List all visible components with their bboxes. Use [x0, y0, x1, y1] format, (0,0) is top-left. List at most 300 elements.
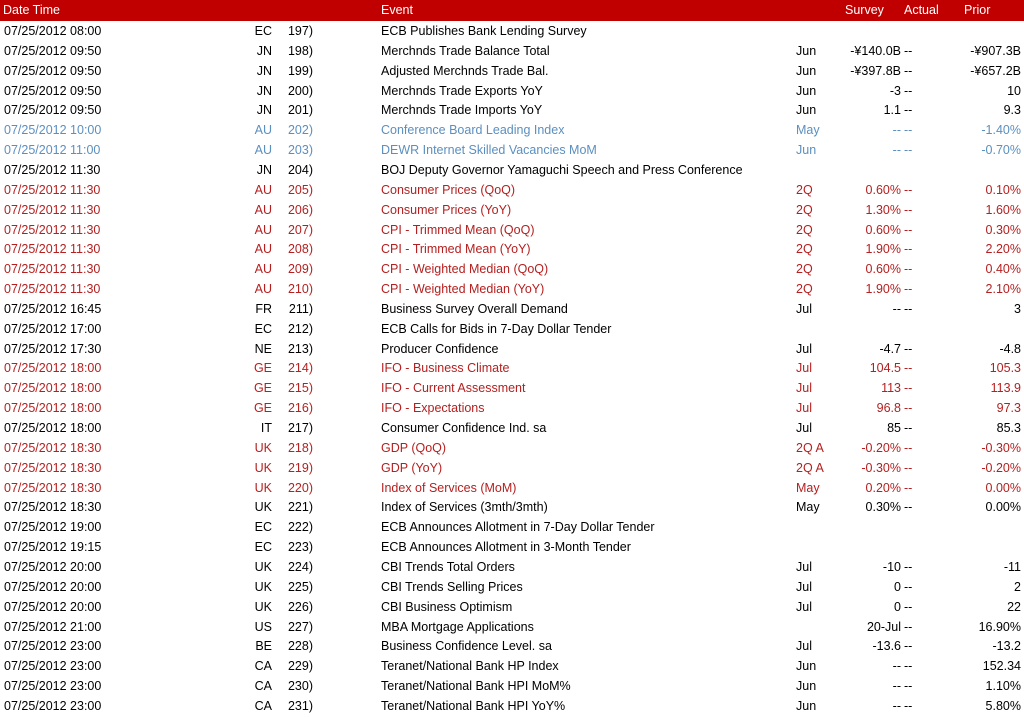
row-period: Jul: [796, 559, 812, 574]
header-prior: Prior: [964, 3, 991, 17]
row-actual: --: [904, 282, 913, 297]
table-row[interactable]: [0, 438, 1024, 458]
row-country: AU: [254, 182, 272, 197]
table-row[interactable]: [0, 398, 1024, 418]
row-survey: -¥397.8B: [850, 63, 901, 78]
row-survey: -0.20%: [861, 440, 901, 455]
row-prior: 5.80%: [985, 698, 1021, 713]
table-row[interactable]: [0, 279, 1024, 299]
row-actual: --: [904, 242, 913, 257]
row-datetime: 07/25/2012 18:00: [4, 361, 102, 376]
row-actual: --: [904, 599, 913, 614]
table-row[interactable]: [0, 41, 1024, 61]
row-period: Jun: [796, 63, 817, 78]
row-country: AU: [254, 143, 272, 158]
row-actual: --: [904, 480, 913, 495]
row-event: Adjusted Merchnds Trade Bal.: [381, 63, 549, 78]
table-row[interactable]: [0, 200, 1024, 220]
row-period: Jul: [796, 361, 812, 376]
row-number: 230): [287, 679, 313, 694]
row-country: UK: [254, 579, 272, 594]
row-datetime: 07/25/2012 10:00: [4, 123, 102, 138]
row-country: EC: [254, 540, 272, 555]
row-datetime: 07/25/2012 21:00: [4, 619, 102, 634]
table-row[interactable]: [0, 358, 1024, 378]
row-number: 211): [288, 301, 313, 316]
row-number: 229): [287, 659, 313, 674]
row-number: 221): [287, 500, 313, 515]
row-country: CA: [254, 698, 272, 713]
row-survey: --: [892, 301, 901, 316]
row-prior: -13.2: [992, 639, 1021, 654]
row-event: GDP (YoY): [381, 460, 443, 475]
row-number: 217): [287, 421, 313, 435]
row-prior: 9.3: [1003, 103, 1021, 118]
row-period: Jul: [796, 381, 812, 396]
table-row[interactable]: [0, 21, 1024, 41]
row-datetime: 07/25/2012 11:00: [4, 143, 101, 158]
header-survey: Survey: [845, 3, 884, 17]
row-period: Jun: [796, 103, 817, 118]
row-datetime: 07/25/2012 17:00: [4, 321, 102, 336]
row-event: Teranet/National Bank HPI YoY%: [381, 698, 566, 713]
row-country: JN: [256, 63, 272, 78]
row-prior: 2.20%: [985, 242, 1021, 257]
row-country: CA: [254, 659, 272, 674]
row-event: Business Confidence Level. sa: [381, 639, 552, 654]
row-number: 202): [287, 123, 313, 138]
row-period: May: [796, 500, 820, 515]
row-prior: -0.70%: [981, 143, 1021, 158]
row-period: Jun: [796, 43, 817, 58]
row-number: 226): [287, 599, 313, 614]
row-prior: -4.8: [999, 341, 1021, 356]
row-prior: 0.00%: [985, 500, 1021, 515]
row-number: 205): [287, 182, 313, 197]
row-event: IFO - Expectations: [381, 401, 485, 416]
row-survey: --: [892, 698, 901, 713]
row-country: UK: [254, 460, 272, 475]
row-survey: 0.20%: [865, 480, 901, 495]
row-prior: 3: [1014, 301, 1021, 316]
table-row[interactable]: [0, 418, 1024, 438]
table-row[interactable]: [0, 239, 1024, 259]
row-datetime: 07/25/2012 11:30: [4, 282, 101, 297]
table-row[interactable]: [0, 557, 1024, 577]
row-datetime: 07/25/2012 23:00: [4, 639, 102, 654]
row-datetime: 07/25/2012 11:30: [4, 242, 101, 257]
row-number: 227): [287, 619, 313, 634]
row-period: Jun: [796, 679, 817, 694]
row-survey: 0: [894, 599, 901, 614]
row-country: UK: [254, 440, 272, 455]
row-event: Consumer Prices (QoQ): [381, 182, 516, 197]
row-event: ECB Announces Allotment in 7-Day Dollar Tender: [381, 520, 655, 535]
row-actual: --: [904, 579, 913, 594]
row-number: 197): [287, 24, 313, 38]
row-event: CPI - Weighted Median (YoY): [381, 282, 545, 297]
row-country: AU: [254, 123, 272, 138]
table-row[interactable]: [0, 259, 1024, 279]
row-number: 213): [287, 341, 313, 356]
row-number: 212): [287, 321, 313, 336]
row-number: 224): [287, 559, 313, 574]
row-period: 2Q: [796, 282, 813, 297]
row-prior: 2.10%: [985, 282, 1021, 297]
row-prior: 0.40%: [985, 262, 1021, 277]
row-prior: -¥657.2B: [970, 63, 1021, 78]
row-event: Consumer Confidence Ind. sa: [381, 421, 547, 435]
row-actual: --: [904, 421, 913, 435]
row-country: JN: [256, 83, 272, 98]
row-survey: -¥140.0B: [850, 43, 901, 58]
table-row[interactable]: [0, 299, 1024, 319]
row-survey: 0.30%: [865, 500, 901, 515]
row-actual: --: [904, 679, 913, 694]
row-prior: -0.20%: [981, 460, 1021, 475]
row-datetime: 07/25/2012 11:30: [4, 182, 101, 197]
row-number: 198): [287, 43, 313, 58]
row-event: GDP (QoQ): [381, 440, 447, 455]
row-datetime: 07/25/2012 18:30: [4, 480, 102, 495]
table-row[interactable]: [0, 478, 1024, 498]
table-row[interactable]: [0, 220, 1024, 240]
row-period: Jun: [796, 659, 817, 674]
row-event: Merchnds Trade Balance Total: [381, 43, 550, 58]
table-row[interactable]: [0, 61, 1024, 81]
row-actual: --: [904, 262, 913, 277]
row-number: 215): [287, 381, 313, 396]
row-actual: --: [904, 440, 913, 455]
row-number: 201): [287, 103, 313, 118]
row-country: AU: [254, 242, 272, 257]
row-prior: 152.34: [982, 659, 1021, 674]
row-country: AU: [254, 222, 272, 237]
row-survey: 1.1: [883, 103, 901, 118]
row-period: Jul: [796, 341, 812, 356]
row-country: GE: [253, 381, 272, 396]
table-row[interactable]: [0, 120, 1024, 140]
row-event: CPI - Trimmed Mean (QoQ): [381, 222, 535, 237]
row-datetime: 07/25/2012 18:00: [4, 401, 102, 416]
row-datetime: 07/25/2012 09:50: [4, 63, 102, 78]
row-event: IFO - Current Assessment: [381, 381, 526, 396]
table-row[interactable]: [0, 696, 1024, 716]
row-prior: 1.60%: [985, 202, 1021, 217]
row-actual: --: [904, 123, 913, 138]
table-row[interactable]: [0, 378, 1024, 398]
row-actual: --: [904, 202, 913, 217]
row-prior: 2: [1014, 579, 1021, 594]
row-number: 207): [287, 222, 313, 237]
table-row[interactable]: [0, 458, 1024, 478]
row-actual: --: [904, 381, 913, 396]
row-datetime: 07/25/2012 23:00: [4, 698, 102, 713]
row-actual: --: [904, 659, 913, 674]
row-prior: -11: [1003, 559, 1021, 574]
row-event: MBA Mortgage Applications: [381, 619, 534, 634]
row-survey: 1.90%: [865, 242, 901, 257]
row-event: ECB Publishes Bank Lending Survey: [381, 24, 587, 38]
row-actual: --: [904, 500, 913, 515]
row-number: 223): [287, 540, 313, 555]
row-event: CBI Business Optimism: [381, 599, 513, 614]
row-prior: 10: [1007, 83, 1021, 98]
row-prior: 16.90%: [978, 619, 1021, 634]
row-survey: -3: [889, 83, 901, 98]
table-row[interactable]: [0, 656, 1024, 676]
row-period: Jul: [796, 301, 812, 316]
row-country: JN: [256, 43, 272, 58]
table-row[interactable]: [0, 81, 1024, 101]
row-period: 2Q A: [796, 440, 824, 455]
row-datetime: 07/25/2012 09:50: [4, 43, 102, 58]
row-actual: --: [904, 639, 913, 654]
row-actual: --: [904, 222, 913, 237]
row-event: Index of Services (3mth/3mth): [381, 500, 548, 515]
row-actual: --: [904, 301, 913, 316]
row-period: May: [796, 123, 820, 138]
row-country: AU: [254, 262, 272, 277]
row-event: Conference Board Leading Index: [381, 123, 565, 138]
row-actual: --: [904, 619, 913, 634]
row-survey: --: [892, 123, 901, 138]
row-survey: --: [892, 143, 901, 158]
row-prior: 0.30%: [985, 222, 1021, 237]
row-number: 208): [287, 242, 313, 257]
row-country: UK: [254, 480, 272, 495]
row-period: Jul: [796, 599, 812, 614]
row-event: CPI - Weighted Median (QoQ): [381, 262, 549, 277]
row-country: JN: [256, 103, 272, 118]
row-period: Jul: [796, 421, 812, 435]
row-prior: 22: [1007, 599, 1021, 614]
row-event: ECB Announces Allotment in 3-Month Tender: [381, 540, 631, 555]
row-event: Consumer Prices (YoY): [381, 202, 512, 217]
row-country: UK: [254, 599, 272, 614]
row-number: 206): [287, 202, 313, 217]
row-datetime: 07/25/2012 18:00: [4, 421, 102, 435]
row-survey: 96.8: [876, 401, 901, 416]
row-datetime: 07/25/2012 08:00: [4, 24, 102, 38]
row-actual: --: [904, 341, 913, 356]
row-prior: 105.3: [989, 361, 1021, 376]
row-prior: 0.10%: [985, 182, 1021, 197]
row-survey: 113: [881, 381, 901, 396]
row-actual: --: [904, 143, 913, 158]
row-period: 2Q: [796, 222, 813, 237]
row-survey: 0.60%: [865, 222, 901, 237]
table-row[interactable]: [0, 676, 1024, 696]
row-period: 2Q: [796, 262, 813, 277]
row-datetime: 07/25/2012 23:00: [4, 679, 102, 694]
header-date-time: Date Time: [3, 3, 60, 17]
row-survey: 85: [887, 421, 901, 435]
row-survey: 1.90%: [865, 282, 901, 297]
row-event: CBI Trends Total Orders: [381, 559, 515, 574]
row-prior: -0.30%: [981, 440, 1021, 455]
row-survey: 0: [894, 579, 901, 594]
row-period: Jun: [796, 698, 817, 713]
table-row[interactable]: [0, 160, 1024, 180]
row-country: FR: [255, 301, 272, 316]
row-actual: --: [904, 43, 913, 58]
row-event: Teranet/National Bank HPI MoM%: [381, 679, 571, 694]
row-actual: --: [904, 63, 913, 78]
row-number: 203): [287, 143, 313, 158]
row-country: JN: [256, 162, 272, 177]
row-datetime: 07/25/2012 11:30: [4, 222, 101, 237]
table-row[interactable]: [0, 180, 1024, 200]
row-datetime: 07/25/2012 18:30: [4, 440, 102, 455]
row-actual: --: [904, 182, 913, 197]
row-number: 222): [287, 520, 313, 535]
row-survey: --: [892, 679, 901, 694]
row-survey: -13.6: [872, 639, 901, 654]
row-event: Producer Confidence: [381, 341, 499, 356]
row-number: 204): [287, 162, 313, 177]
row-country: BE: [255, 639, 272, 654]
row-prior: 85.3: [996, 421, 1021, 435]
row-datetime: 07/25/2012 18:30: [4, 500, 102, 515]
row-survey: --: [892, 659, 901, 674]
row-survey: -10: [882, 559, 901, 574]
row-event: CPI - Trimmed Mean (YoY): [381, 242, 531, 257]
table-row[interactable]: [0, 319, 1024, 339]
table-header-row: [0, 0, 1024, 21]
row-period: Jun: [796, 83, 817, 98]
row-survey: 0.60%: [865, 262, 901, 277]
row-datetime: 07/25/2012 09:50: [4, 103, 102, 118]
table-row[interactable]: [0, 537, 1024, 557]
row-prior: 97.3: [996, 401, 1021, 416]
row-period: Jul: [796, 401, 812, 416]
row-event: Merchnds Trade Exports YoY: [381, 83, 543, 98]
row-country: GE: [253, 401, 272, 416]
row-event: DEWR Internet Skilled Vacancies MoM: [381, 143, 597, 158]
row-datetime: 07/25/2012 23:00: [4, 659, 102, 674]
row-datetime: 07/25/2012 18:00: [4, 381, 102, 396]
row-period: 2Q A: [796, 460, 824, 475]
row-event: BOJ Deputy Governor Yamaguchi Speech and Press Conference: [381, 162, 743, 177]
row-country: EC: [254, 520, 272, 535]
row-period: 2Q: [796, 202, 813, 217]
row-country: EC: [254, 321, 272, 336]
row-country: NE: [254, 341, 272, 356]
row-datetime: 07/25/2012 20:00: [4, 559, 102, 574]
row-country: AU: [254, 282, 272, 297]
row-datetime: 07/25/2012 09:50: [4, 83, 102, 98]
row-number: 220): [287, 480, 313, 495]
row-country: IT: [260, 421, 272, 435]
table-row[interactable]: [0, 597, 1024, 617]
row-datetime: 07/25/2012 11:30: [4, 262, 101, 277]
row-prior: -¥907.3B: [970, 43, 1021, 58]
table-row[interactable]: [0, 636, 1024, 656]
row-datetime: 07/25/2012 18:30: [4, 460, 102, 475]
row-period: 2Q: [796, 182, 813, 197]
row-number: 225): [287, 579, 313, 594]
table-row[interactable]: [0, 577, 1024, 597]
row-event: Teranet/National Bank HP Index: [381, 659, 559, 674]
row-prior: 1.10%: [985, 679, 1021, 694]
row-actual: --: [904, 460, 913, 475]
row-number: 199): [287, 63, 313, 78]
row-number: 231): [287, 698, 313, 713]
row-actual: --: [904, 698, 913, 713]
row-country: US: [254, 619, 272, 634]
row-event: Index of Services (MoM): [381, 480, 517, 495]
table-row[interactable]: [0, 497, 1024, 517]
row-country: GE: [253, 361, 272, 376]
row-period: 2Q: [796, 242, 813, 257]
row-country: AU: [254, 202, 272, 217]
row-survey: -0.30%: [861, 460, 901, 475]
row-actual: --: [904, 559, 913, 574]
row-event: Merchnds Trade Imports YoY: [381, 103, 543, 118]
row-number: 216): [287, 401, 313, 416]
row-datetime: 07/25/2012 19:00: [4, 520, 102, 535]
row-period: Jun: [796, 143, 817, 158]
row-datetime: 07/25/2012 19:15: [4, 540, 102, 555]
row-datetime: 07/25/2012 20:00: [4, 599, 102, 614]
row-event: CBI Trends Selling Prices: [381, 579, 523, 594]
row-survey: 20-Jul: [866, 619, 901, 634]
row-datetime: 07/25/2012 17:30: [4, 341, 102, 356]
row-survey: 104.5: [869, 361, 901, 376]
row-country: UK: [254, 559, 272, 574]
row-actual: --: [904, 83, 913, 98]
row-prior: -1.40%: [981, 123, 1021, 138]
table-row[interactable]: [0, 100, 1024, 120]
row-event: ECB Calls for Bids in 7-Day Dollar Tender: [381, 321, 612, 336]
row-actual: --: [904, 361, 913, 376]
row-actual: --: [904, 103, 913, 118]
row-period: Jul: [796, 639, 812, 654]
row-datetime: 07/25/2012 11:30: [4, 162, 101, 177]
row-number: 210): [287, 282, 313, 297]
row-event: IFO - Business Climate: [381, 361, 510, 376]
row-number: 228): [287, 639, 313, 654]
row-survey: 1.30%: [865, 202, 901, 217]
row-datetime: 07/25/2012 16:45: [4, 301, 102, 316]
row-datetime: 07/25/2012 11:30: [4, 202, 101, 217]
row-prior: 113.9: [990, 381, 1021, 396]
row-number: 200): [287, 83, 313, 98]
table-row[interactable]: [0, 140, 1024, 160]
row-country: UK: [254, 500, 272, 515]
table-row[interactable]: [0, 517, 1024, 537]
header-event: Event: [381, 3, 413, 17]
row-survey: -4.7: [879, 341, 901, 356]
row-country: CA: [254, 679, 272, 694]
table-row[interactable]: [0, 339, 1024, 359]
row-number: 209): [287, 262, 313, 277]
row-event: Business Survey Overall Demand: [381, 301, 568, 316]
row-period: May: [796, 480, 820, 495]
row-country: EC: [254, 24, 272, 38]
row-number: 219): [287, 460, 313, 475]
row-prior: 0.00%: [985, 480, 1021, 495]
row-number: 214): [287, 361, 313, 376]
header-actual: Actual: [904, 3, 939, 17]
table-row[interactable]: [0, 617, 1024, 637]
row-survey: 0.60%: [865, 182, 901, 197]
row-number: 218): [287, 440, 313, 455]
row-actual: --: [904, 401, 913, 416]
row-datetime: 07/25/2012 20:00: [4, 579, 102, 594]
row-period: Jul: [796, 579, 812, 594]
